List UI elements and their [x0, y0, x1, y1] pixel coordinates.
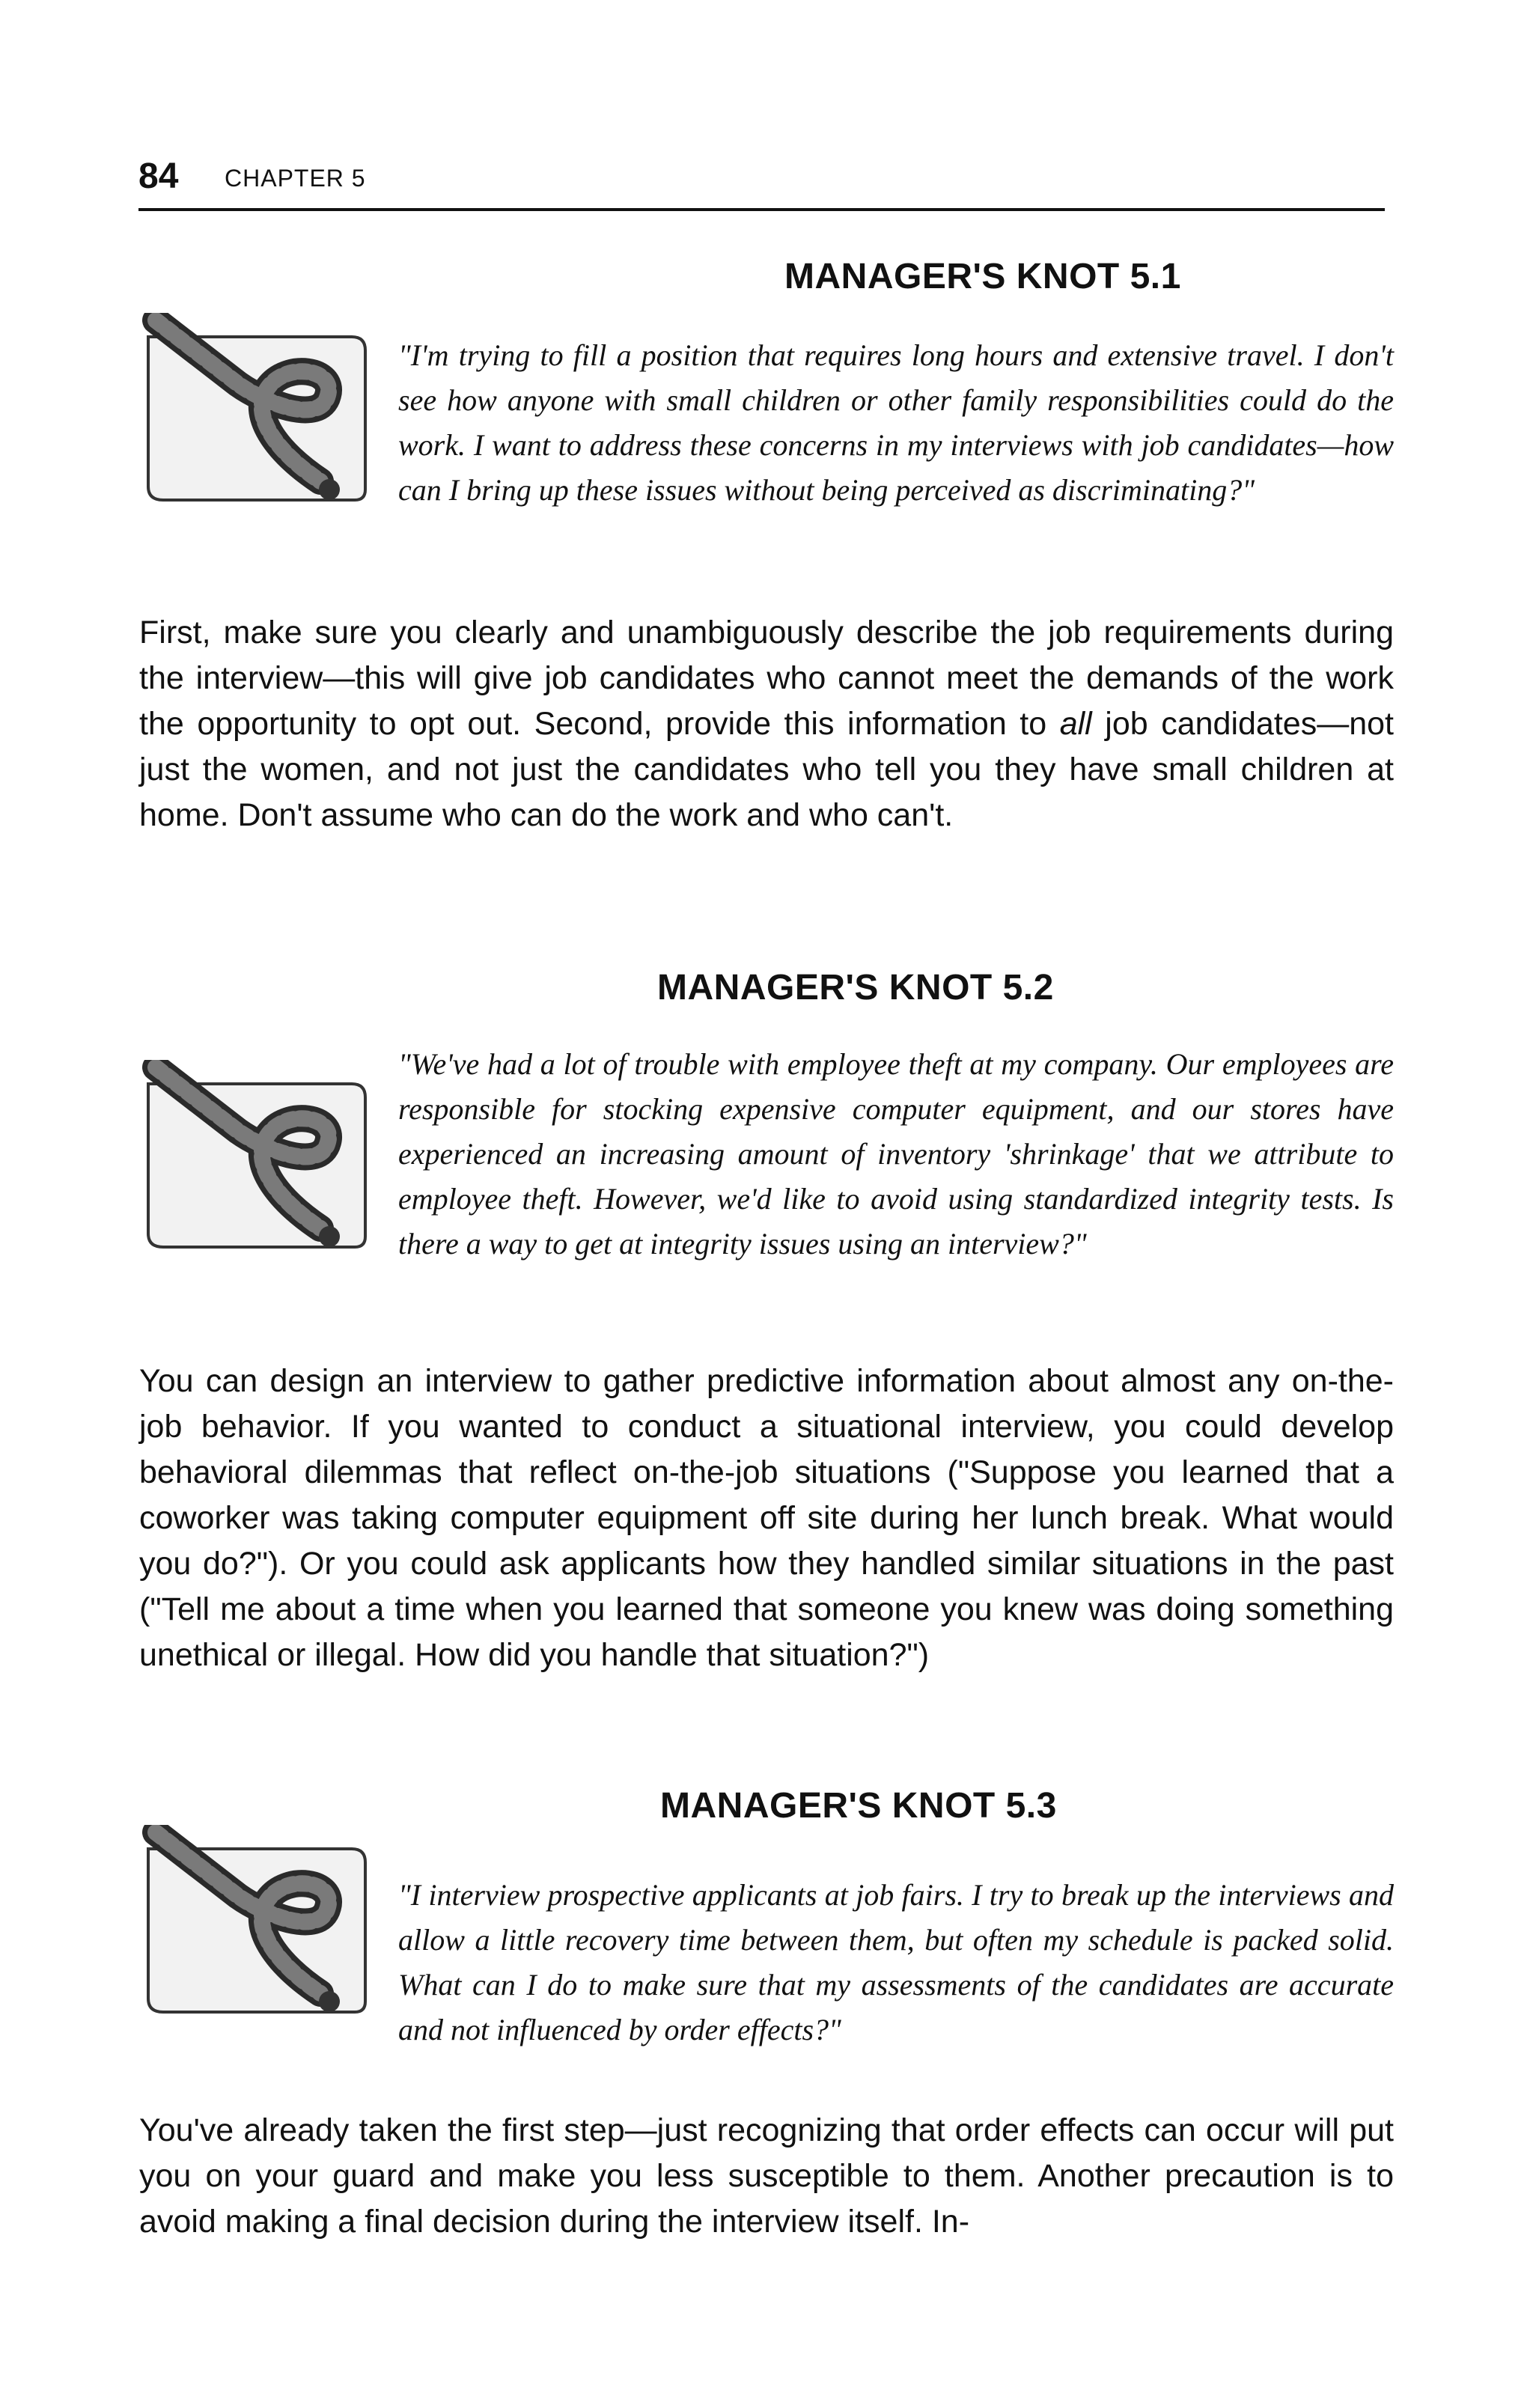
knot-quote-5-2: "We've had a lot of trouble with employee theft at my company. Our employees are responsible for stocking expensive computer equipment, and our stores have experienced an increasing amount of inventory 'shrinkage' that we attribute to employee theft. However, we'd like to avoid using standardized integrity tests. Is there a way to get at integrity issues using an interview?"	[398, 1047, 1394, 1261]
knot-quote-5-1: "I'm trying to fill a position that requires long hours and extensive travel. I don't see how anyone with small children or other family responsibilities could do the work. I want to address these concerns in my interviews with job candidates—how can I bring up these issues without being perceived as discriminating?"	[398, 338, 1394, 507]
chapter-label: CHAPTER 5	[225, 165, 366, 192]
answer-text-5-1-end: job candidates—not just the women, and not just the candidates who tell you they have small children at home. Don't assume who can do the work and who can't.	[139, 706, 1394, 833]
answer-paragraph-5-3: You've already taken the first step—just recognizing that order effects can occur will put you on your guard and make you less susceptible to them. Another precaution is to avoid making a final decision during the interview itself. In-	[139, 2112, 1394, 2240]
rope-knot-icon	[133, 313, 388, 507]
answer-emphasis-all: all	[1059, 706, 1092, 742]
answer-paragraph-5-2: You can design an interview to gather predictive information about almost any on-the-job behavior. If you wanted to conduct a situational interview, you could develop behavioral dilemmas that reflect on-the-job situations ("Suppose you learned that a coworker was taking computer equipment off site during her lunch break. What would you do?"). Or you could ask applicants how they handled similar situations in the past ("Tell me about a time when you learned that someone you knew was doing something unethical or illegal. How did you handle that situation?")	[139, 1363, 1394, 1673]
knot-heading-5-3: MANAGER'S KNOT 5.3	[660, 1786, 1057, 1826]
answer-paragraph-5-1	[139, 610, 1394, 838]
knot-heading-5-1: MANAGER'S KNOT 5.1	[784, 257, 1181, 296]
answer-text-5-1-start: First, make sure you clearly and unambiguously describe the job requirements during the interview—this will give job candidates who cannot meet the demands of the work the opportunity to opt out. Second, provide this information to	[139, 615, 1394, 742]
page-number: 84	[138, 156, 179, 196]
running-head	[138, 150, 1385, 211]
rope-knot-icon	[133, 1825, 388, 2020]
rope-knot-icon	[133, 1060, 388, 1255]
knot-quote-5-3: "I interview prospective applicants at job fairs. I try to break up the interviews and allow a little recovery time between them, but often my schedule is packed solid. What can I do to make sure that my assessments of the candidates are accurate and not influenced by order effects?"	[398, 1878, 1394, 2046]
knot-heading-5-2: MANAGER'S KNOT 5.2	[657, 968, 1054, 1008]
